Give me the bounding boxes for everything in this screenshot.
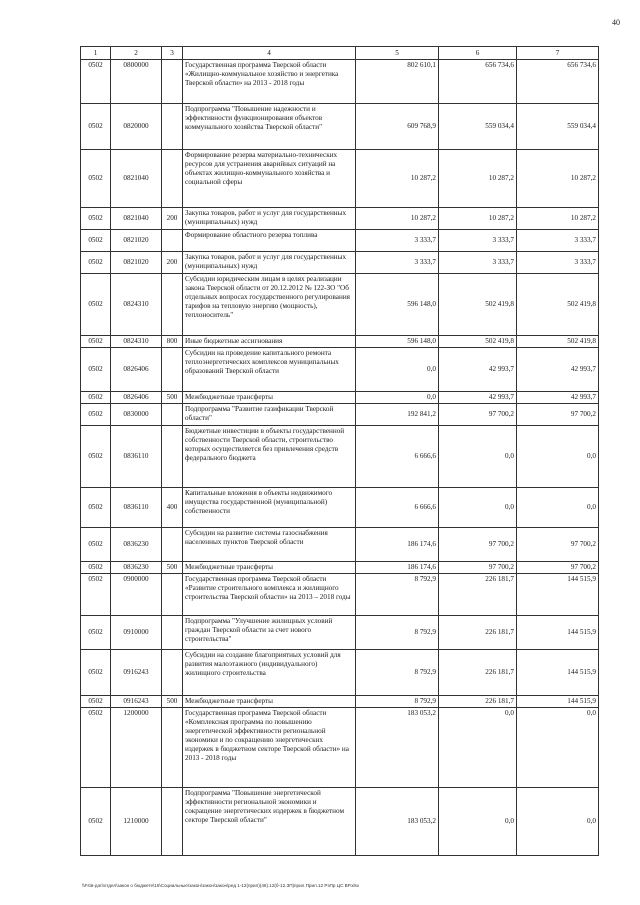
- expense-type-cell: [162, 616, 183, 650]
- amount-2017-cell: 226 181,7: [439, 696, 517, 708]
- amount-2018-cell: 10 287,2: [517, 150, 599, 208]
- section-code-cell: 0502: [81, 616, 111, 650]
- amount-2018-cell: 144 515,9: [517, 696, 599, 708]
- target-code-cell: 0900000: [111, 574, 162, 616]
- table-row: [81, 336, 599, 348]
- section-code-cell: 0502: [81, 252, 111, 274]
- table-row: [81, 348, 599, 392]
- target-code-cell: 0821020: [111, 252, 162, 274]
- amount-2017-cell: 0,0: [439, 488, 517, 528]
- target-code-cell: 0916243: [111, 650, 162, 696]
- target-code-cell: 0916243: [111, 696, 162, 708]
- section-code-cell: 0502: [81, 230, 111, 252]
- target-code-cell: 0821040: [111, 150, 162, 208]
- amount-2018-cell: 144 515,9: [517, 650, 599, 696]
- amount-2018-cell: 0,0: [517, 426, 599, 488]
- amount-2017-cell: 559 034,4: [439, 104, 517, 150]
- table-row: [81, 650, 599, 696]
- section-code-cell: 0502: [81, 562, 111, 574]
- item-name-cell: Субсидии на развитие системы газоснабжения населенных пунктов Тверской области: [183, 528, 356, 562]
- section-code-cell: 0502: [81, 574, 111, 616]
- item-name-cell: Подпрограмма "Развитие газификации Тверской области": [183, 404, 356, 426]
- expense-type-cell: [162, 274, 183, 336]
- item-name-cell: Формирование резерва материально-технических ресурсов для устранения аварийных ситуаций на объектах жилищно-коммунального хозяйства и социальной сферы: [183, 150, 356, 208]
- table-row: [81, 528, 599, 562]
- page-number: 40: [612, 18, 620, 27]
- table-row: [81, 404, 599, 426]
- expense-type-cell: 800: [162, 336, 183, 348]
- item-name-cell: Государственная программа Тверской области «Комплексная программа по повышению энергетической эффективности региональной экономики и по сокращению энергетических издержек в бюджетном секторе Тверской области» на 2013 - 2018 годы: [183, 708, 356, 788]
- amount-2017-cell: 502 419,8: [439, 274, 517, 336]
- amount-2017-cell: 0,0: [439, 708, 517, 788]
- target-code-cell: 1210000: [111, 788, 162, 856]
- expense-type-cell: [162, 426, 183, 488]
- item-name-cell: Подпрограмма "Улучшение жилищных условий граждан Тверской области за счет нового строительства": [183, 616, 356, 650]
- expense-type-cell: [162, 788, 183, 856]
- amount-2016-cell: 183 053,2: [356, 788, 439, 856]
- item-name-cell: Субсидии на проведение капитального ремонта теплоэнергетических комплексов муниципальных образований Тверской области: [183, 348, 356, 392]
- target-code-cell: 0826406: [111, 392, 162, 404]
- target-code-cell: 0824310: [111, 336, 162, 348]
- item-name-cell: Капитальные вложения в объекты недвижимого имущества государственной (муниципальной) собственности: [183, 488, 356, 528]
- column-header: 7: [517, 47, 599, 60]
- expense-type-cell: [162, 348, 183, 392]
- amount-2018-cell: 656 734,6: [517, 60, 599, 104]
- table-body: [81, 60, 599, 856]
- item-name-cell: Государственная программа Тверской области «Развитие строительного комплекса и жилищного строительства Тверской области» на 2013 – 2018 годы: [183, 574, 356, 616]
- target-code-cell: 1200000: [111, 708, 162, 788]
- amount-2016-cell: 8 792,9: [356, 616, 439, 650]
- target-code-cell: 0836110: [111, 426, 162, 488]
- table-row: [81, 252, 599, 274]
- item-name-cell: Формирование областного резерва топлива: [183, 230, 356, 252]
- table-row: [81, 274, 599, 336]
- amount-2016-cell: 10 287,2: [356, 150, 439, 208]
- amount-2017-cell: 226 181,7: [439, 574, 517, 616]
- section-code-cell: 0502: [81, 708, 111, 788]
- table-row: [81, 60, 599, 104]
- amount-2018-cell: 559 034,4: [517, 104, 599, 150]
- column-header: 4: [183, 47, 356, 60]
- expense-type-cell: [162, 528, 183, 562]
- amount-2017-cell: 226 181,7: [439, 650, 517, 696]
- section-code-cell: 0502: [81, 392, 111, 404]
- section-code-cell: 0502: [81, 336, 111, 348]
- amount-2016-cell: 6 666,6: [356, 488, 439, 528]
- column-header: 5: [356, 47, 439, 60]
- amount-2018-cell: 42 993,7: [517, 392, 599, 404]
- target-code-cell: 0910000: [111, 616, 162, 650]
- amount-2018-cell: 97 700,2: [517, 562, 599, 574]
- amount-2018-cell: 0,0: [517, 708, 599, 788]
- amount-2017-cell: 42 993,7: [439, 348, 517, 392]
- amount-2018-cell: 502 419,8: [517, 274, 599, 336]
- item-name-cell: Субсидии на создание благоприятных условий для развития малоэтажного (индивидуального) жилищного строительства: [183, 650, 356, 696]
- amount-2018-cell: 3 333,7: [517, 230, 599, 252]
- expense-type-cell: 200: [162, 208, 183, 230]
- section-code-cell: 0502: [81, 60, 111, 104]
- amount-2016-cell: 3 333,7: [356, 230, 439, 252]
- table-row: [81, 788, 599, 856]
- item-name-cell: Подпрограмма "Повышение надежности и эффективности функционирования объектов коммунального хозяйства Тверской области": [183, 104, 356, 150]
- amount-2016-cell: 8 792,9: [356, 650, 439, 696]
- amount-2018-cell: 0,0: [517, 788, 599, 856]
- amount-2017-cell: 97 700,2: [439, 528, 517, 562]
- table-row: [81, 696, 599, 708]
- amount-2018-cell: 10 287,2: [517, 208, 599, 230]
- amount-2016-cell: 0,0: [356, 348, 439, 392]
- expense-type-cell: [162, 60, 183, 104]
- amount-2018-cell: 144 515,9: [517, 616, 599, 650]
- amount-2018-cell: 144 515,9: [517, 574, 599, 616]
- amount-2018-cell: 0,0: [517, 488, 599, 528]
- amount-2017-cell: 10 287,2: [439, 150, 517, 208]
- amount-2018-cell: 3 333,7: [517, 252, 599, 274]
- amount-2017-cell: 502 419,8: [439, 336, 517, 348]
- column-header: 1: [81, 47, 111, 60]
- expense-type-cell: [162, 150, 183, 208]
- amount-2018-cell: 97 700,2: [517, 528, 599, 562]
- item-name-cell: Межбюджетные трансферты: [183, 562, 356, 574]
- table-row: [81, 574, 599, 616]
- amount-2017-cell: 656 734,6: [439, 60, 517, 104]
- target-code-cell: 0830000: [111, 404, 162, 426]
- item-name-cell: Межбюджетные трансферты: [183, 696, 356, 708]
- target-code-cell: 0836110: [111, 488, 162, 528]
- amount-2017-cell: 226 181,7: [439, 616, 517, 650]
- target-code-cell: 0824310: [111, 274, 162, 336]
- amount-2016-cell: 596 148,0: [356, 336, 439, 348]
- amount-2016-cell: 596 148,0: [356, 274, 439, 336]
- table-header-row: [81, 47, 599, 60]
- amount-2016-cell: 0,0: [356, 392, 439, 404]
- amount-2018-cell: 502 419,8: [517, 336, 599, 348]
- table-row: [81, 562, 599, 574]
- table-row: [81, 616, 599, 650]
- table-row: [81, 104, 599, 150]
- expense-type-cell: 500: [162, 392, 183, 404]
- target-code-cell: 0800000: [111, 60, 162, 104]
- amount-2016-cell: 186 174,6: [356, 528, 439, 562]
- section-code-cell: 0502: [81, 150, 111, 208]
- item-name-cell: Субсидии юридическим лицам в целях реализации закона Тверской области от 20.12.2012 № 122-ЗО "Об отдельных вопросах государственного регулирования тарифов на тепловую энергию (мощность), теплоноситель": [183, 274, 356, 336]
- section-code-cell: 0502: [81, 528, 111, 562]
- table-row: [81, 426, 599, 488]
- section-code-cell: 0502: [81, 348, 111, 392]
- budget-table: [80, 46, 599, 856]
- item-name-cell: Подпрограмма "Повышение энергетической эффективности региональной экономики и сокращение энергетических издержек в бюджетном секторе Тверской области": [183, 788, 356, 856]
- section-code-cell: 0502: [81, 426, 111, 488]
- table-row: [81, 488, 599, 528]
- table-row: [81, 392, 599, 404]
- target-code-cell: 0836230: [111, 528, 162, 562]
- expense-type-cell: [162, 404, 183, 426]
- section-code-cell: 0502: [81, 696, 111, 708]
- item-name-cell: Государственная программа Тверской области «Жилищно-коммунальное хозяйство и энергетика Тверской области» на 2013 - 2018 годы: [183, 60, 356, 104]
- amount-2016-cell: 8 792,9: [356, 696, 439, 708]
- section-code-cell: 0502: [81, 104, 111, 150]
- amount-2016-cell: 10 287,2: [356, 208, 439, 230]
- expense-type-cell: 500: [162, 696, 183, 708]
- table-row: [81, 708, 599, 788]
- section-code-cell: 0502: [81, 208, 111, 230]
- amount-2016-cell: 6 666,6: [356, 426, 439, 488]
- table-row: [81, 208, 599, 230]
- section-code-cell: 0502: [81, 404, 111, 426]
- amount-2016-cell: 192 841,2: [356, 404, 439, 426]
- amount-2018-cell: 97 700,2: [517, 404, 599, 426]
- expense-type-cell: [162, 650, 183, 696]
- amount-2017-cell: 0,0: [439, 788, 517, 856]
- expense-type-cell: [162, 574, 183, 616]
- amount-2017-cell: 97 700,2: [439, 562, 517, 574]
- item-name-cell: Закупка товаров, работ и услуг для государственных (муниципальных) нужд: [183, 208, 356, 230]
- amount-2017-cell: 42 993,7: [439, 392, 517, 404]
- expense-type-cell: 200: [162, 252, 183, 274]
- expense-type-cell: [162, 708, 183, 788]
- expense-type-cell: 500: [162, 562, 183, 574]
- amount-2017-cell: 3 333,7: [439, 230, 517, 252]
- amount-2018-cell: 42 993,7: [517, 348, 599, 392]
- expense-type-cell: 400: [162, 488, 183, 528]
- column-header: 2: [111, 47, 162, 60]
- expense-type-cell: [162, 230, 183, 252]
- amount-2017-cell: 3 333,7: [439, 252, 517, 274]
- item-name-cell: Закупка товаров, работ и услуг для государственных (муниципальных) нужд: [183, 252, 356, 274]
- section-code-cell: 0502: [81, 650, 111, 696]
- target-code-cell: 0836230: [111, 562, 162, 574]
- amount-2016-cell: 609 768,9: [356, 104, 439, 150]
- section-code-cell: 0502: [81, 488, 111, 528]
- amount-2016-cell: 8 792,9: [356, 574, 439, 616]
- amount-2016-cell: 3 333,7: [356, 252, 439, 274]
- amount-2016-cell: 183 053,2: [356, 708, 439, 788]
- target-code-cell: 0821020: [111, 230, 162, 252]
- amount-2017-cell: 97 700,2: [439, 404, 517, 426]
- target-code-cell: 0820000: [111, 104, 162, 150]
- amount-2016-cell: 802 610,1: [356, 60, 439, 104]
- item-name-cell: Межбюджетные трансферты: [183, 392, 356, 404]
- amount-2016-cell: 186 174,6: [356, 562, 439, 574]
- table-row: [81, 230, 599, 252]
- target-code-cell: 0821040: [111, 208, 162, 230]
- target-code-cell: 0826406: [111, 348, 162, 392]
- section-code-cell: 0502: [81, 274, 111, 336]
- table-row: [81, 150, 599, 208]
- expense-type-cell: [162, 104, 183, 150]
- amount-2017-cell: 10 287,2: [439, 208, 517, 230]
- column-header: 6: [439, 47, 517, 60]
- amount-2017-cell: 0,0: [439, 426, 517, 488]
- item-name-cell: Бюджетные инвестиции в объекты государственной собственности Тверской области, строительство которых осуществляется без привлечения средств федерального бюджета: [183, 426, 356, 488]
- section-code-cell: 0502: [81, 788, 111, 856]
- file-path-footer: \\Fs\в-доп\отдел\закон о бюджете\15\Социальные\закон\закон\закон\ред 1-12(прил)(46).12(б-12.ЗП)прил.Прил.12 РзПр ЦС ВР.xlsx: [82, 883, 360, 888]
- column-header: 3: [162, 47, 183, 60]
- item-name-cell: Иные бюджетные ассигнования: [183, 336, 356, 348]
